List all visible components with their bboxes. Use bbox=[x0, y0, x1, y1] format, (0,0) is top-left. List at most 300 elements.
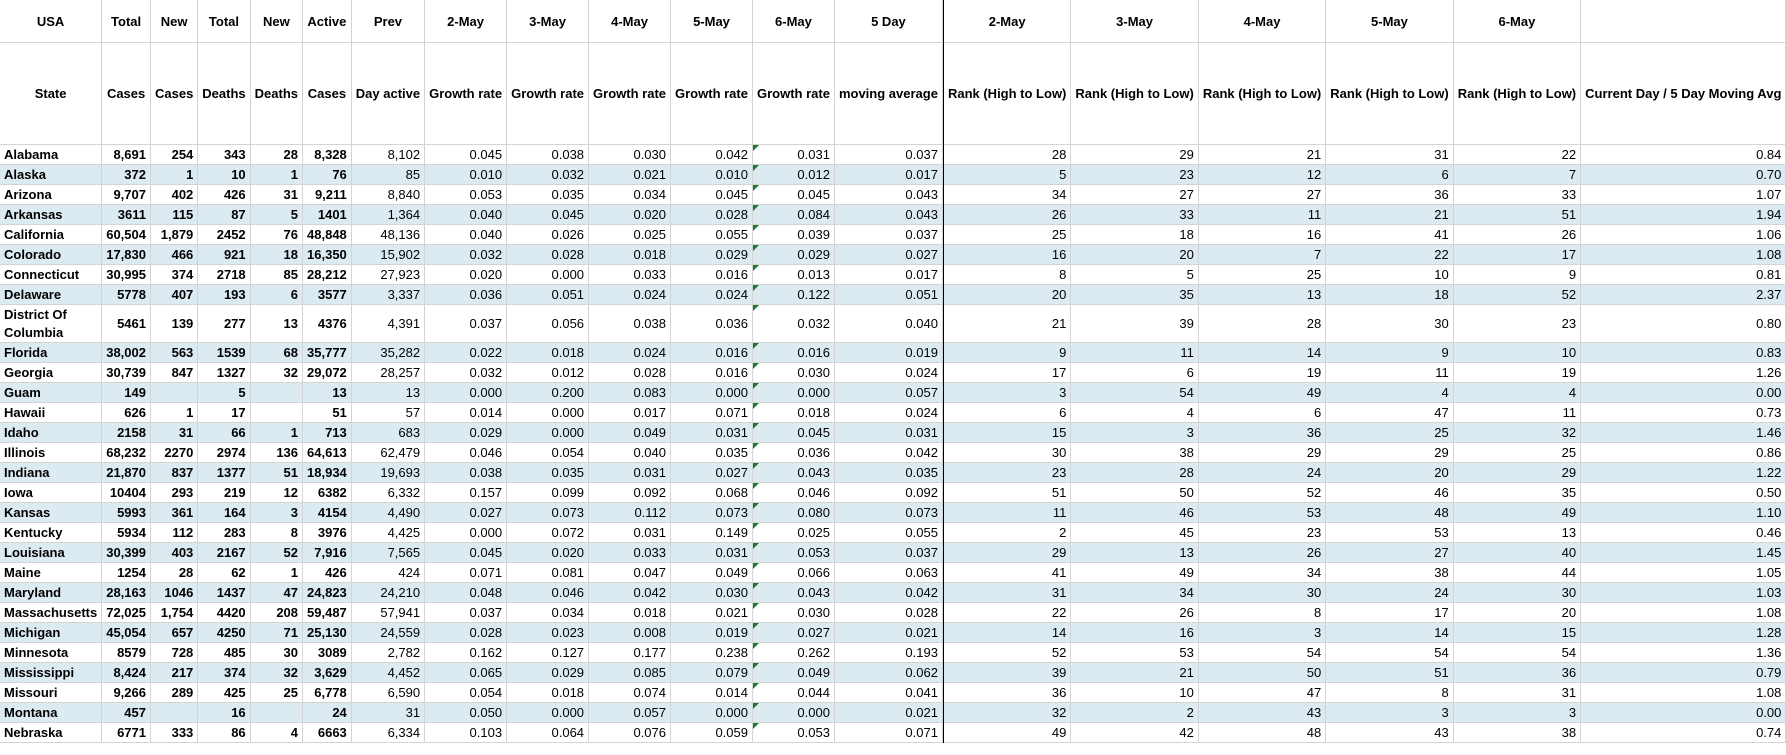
table-cell: 0.021 bbox=[589, 165, 671, 185]
table-cell: 0.00 bbox=[1581, 703, 1786, 723]
table-cell: 32 bbox=[943, 703, 1070, 723]
table-cell: 41 bbox=[943, 563, 1070, 583]
table-cell: 3 bbox=[1326, 703, 1453, 723]
table-cell: 7,565 bbox=[351, 543, 424, 563]
table-row bbox=[0, 623, 1786, 643]
table-cell: 1.03 bbox=[1581, 583, 1786, 603]
table-cell: 0.027 bbox=[752, 623, 834, 643]
table-cell: 29,072 bbox=[303, 363, 352, 383]
table-cell: 27 bbox=[1071, 185, 1198, 205]
table-row bbox=[0, 245, 1786, 265]
state-name-cell: Alaska bbox=[0, 165, 102, 185]
table-cell: 0.057 bbox=[589, 703, 671, 723]
table-cell: 0.000 bbox=[752, 383, 834, 403]
table-cell: 0.024 bbox=[671, 285, 753, 305]
state-name-cell: Montana bbox=[0, 703, 102, 723]
table-cell: 0.024 bbox=[834, 403, 942, 423]
table-cell: 8 bbox=[1326, 683, 1453, 703]
table-cell: 12 bbox=[250, 483, 302, 503]
table-cell: 8579 bbox=[102, 643, 151, 663]
table-cell: 10 bbox=[1326, 265, 1453, 285]
table-cell: 47 bbox=[250, 583, 302, 603]
table-cell: 25 bbox=[1198, 265, 1325, 285]
table-cell: 0.080 bbox=[752, 503, 834, 523]
table-cell: 0.081 bbox=[507, 563, 589, 583]
table-cell: 68 bbox=[250, 343, 302, 363]
table-row bbox=[0, 523, 1786, 543]
table-cell: 6,590 bbox=[351, 683, 424, 703]
table-cell: 52 bbox=[1198, 483, 1325, 503]
table-cell: 1377 bbox=[198, 463, 250, 483]
table-cell: 24 bbox=[303, 703, 352, 723]
table-cell: 0.028 bbox=[671, 205, 753, 225]
table-cell: 4 bbox=[250, 723, 302, 743]
column-header: Day active bbox=[351, 43, 424, 145]
column-header: Rank (High to Low) bbox=[1198, 43, 1325, 145]
table-cell: 3976 bbox=[303, 523, 352, 543]
table-cell: 0.024 bbox=[589, 343, 671, 363]
table-cell: 39 bbox=[1071, 305, 1198, 343]
column-header: Total bbox=[198, 0, 250, 43]
table-cell: 38 bbox=[1453, 723, 1580, 743]
table-cell: 0.053 bbox=[425, 185, 507, 205]
table-cell: 35 bbox=[1071, 285, 1198, 305]
table-cell: 0.010 bbox=[671, 165, 753, 185]
table-cell: 0.038 bbox=[589, 305, 671, 343]
state-name-cell: Maryland bbox=[0, 583, 102, 603]
table-cell: 35,282 bbox=[351, 343, 424, 363]
table-cell: 16 bbox=[943, 245, 1070, 265]
table-cell: 31 bbox=[351, 703, 424, 723]
table-cell: 16 bbox=[198, 703, 250, 723]
table-cell: 0.016 bbox=[671, 363, 753, 383]
table-cell: 51 bbox=[303, 403, 352, 423]
table-cell: 4 bbox=[1326, 383, 1453, 403]
table-cell: 0.000 bbox=[507, 265, 589, 285]
table-cell: 0.037 bbox=[834, 225, 942, 245]
table-cell: 1539 bbox=[198, 343, 250, 363]
column-header: Rank (High to Low) bbox=[1071, 43, 1198, 145]
table-cell: 0.044 bbox=[752, 683, 834, 703]
table-cell: 0.035 bbox=[507, 463, 589, 483]
state-name-cell: Florida bbox=[0, 343, 102, 363]
table-cell: 2974 bbox=[198, 443, 250, 463]
table-cell: 0.037 bbox=[834, 543, 942, 563]
table-cell: 85 bbox=[351, 165, 424, 185]
table-cell: 0.016 bbox=[671, 343, 753, 363]
state-name-cell: Iowa bbox=[0, 483, 102, 503]
state-name-cell: Nebraska bbox=[0, 723, 102, 743]
table-cell: 0.032 bbox=[425, 363, 507, 383]
table-cell: 26 bbox=[943, 205, 1070, 225]
table-cell: 0.010 bbox=[425, 165, 507, 185]
table-cell: 4,425 bbox=[351, 523, 424, 543]
table-cell: 31 bbox=[943, 583, 1070, 603]
table-cell: 11 bbox=[1071, 343, 1198, 363]
table-cell: 23 bbox=[943, 463, 1070, 483]
table-cell: 1 bbox=[250, 165, 302, 185]
table-cell: 0.042 bbox=[671, 145, 753, 165]
table-cell: 9 bbox=[1326, 343, 1453, 363]
table-cell: 13 bbox=[250, 305, 302, 343]
table-cell: 24,823 bbox=[303, 583, 352, 603]
table-cell: 0.038 bbox=[507, 145, 589, 165]
table-cell: 6663 bbox=[303, 723, 352, 743]
table-cell: 30,739 bbox=[102, 363, 151, 383]
table-cell: 0.025 bbox=[589, 225, 671, 245]
table-cell: 43 bbox=[1198, 703, 1325, 723]
table-cell: 0.084 bbox=[752, 205, 834, 225]
table-cell: 21 bbox=[1071, 663, 1198, 683]
table-cell: 32 bbox=[250, 363, 302, 383]
table-cell: 4 bbox=[1071, 403, 1198, 423]
state-name-cell: Kansas bbox=[0, 503, 102, 523]
column-header: 4-May bbox=[1198, 0, 1325, 43]
table-cell: 0.076 bbox=[589, 723, 671, 743]
table-cell: 11 bbox=[1453, 403, 1580, 423]
table-cell: 13 bbox=[1071, 543, 1198, 563]
table-cell: 22 bbox=[1453, 145, 1580, 165]
column-header: Total bbox=[102, 0, 151, 43]
table-cell: 0.049 bbox=[589, 423, 671, 443]
table-cell: 42 bbox=[1071, 723, 1198, 743]
table-cell: 10 bbox=[1453, 343, 1580, 363]
table-cell: 33 bbox=[1453, 185, 1580, 205]
column-header: Growth rate bbox=[589, 43, 671, 145]
table-cell: 0.046 bbox=[752, 483, 834, 503]
table-cell: 48,848 bbox=[303, 225, 352, 245]
table-cell: 333 bbox=[150, 723, 197, 743]
table-cell: 49 bbox=[1453, 503, 1580, 523]
table-cell: 0.86 bbox=[1581, 443, 1786, 463]
table-cell: 7,916 bbox=[303, 543, 352, 563]
table-cell: 0.030 bbox=[752, 363, 834, 383]
table-cell: 0.055 bbox=[834, 523, 942, 543]
table-cell: 0.047 bbox=[589, 563, 671, 583]
table-row bbox=[0, 265, 1786, 285]
table-cell: 30 bbox=[943, 443, 1070, 463]
table-cell: 14 bbox=[1326, 623, 1453, 643]
table-cell: 28 bbox=[1198, 305, 1325, 343]
table-cell: 0.018 bbox=[752, 403, 834, 423]
column-header: Growth rate bbox=[425, 43, 507, 145]
table-cell: 30,995 bbox=[102, 265, 151, 285]
table-cell: 0.053 bbox=[752, 543, 834, 563]
table-row bbox=[0, 543, 1786, 563]
table-cell: 29 bbox=[1198, 443, 1325, 463]
header-row-labels bbox=[0, 43, 1786, 145]
state-name-cell: Illinois bbox=[0, 443, 102, 463]
table-row bbox=[0, 225, 1786, 245]
table-cell: 0.000 bbox=[425, 523, 507, 543]
table-cell: 23 bbox=[1453, 305, 1580, 343]
table-cell: 0.028 bbox=[507, 245, 589, 265]
table-cell: 66 bbox=[198, 423, 250, 443]
state-name-cell: Delaware bbox=[0, 285, 102, 305]
table-cell: 2.37 bbox=[1581, 285, 1786, 305]
table-row bbox=[0, 383, 1786, 403]
table-cell: 277 bbox=[198, 305, 250, 343]
table-cell: 0.017 bbox=[589, 403, 671, 423]
table-cell: 11 bbox=[1198, 205, 1325, 225]
table-cell: 1.22 bbox=[1581, 463, 1786, 483]
table-cell: 3 bbox=[1071, 423, 1198, 443]
table-cell: 1.10 bbox=[1581, 503, 1786, 523]
table-cell: 5461 bbox=[102, 305, 151, 343]
table-cell: 21,870 bbox=[102, 463, 151, 483]
table-cell: 14 bbox=[943, 623, 1070, 643]
table-cell: 0.042 bbox=[589, 583, 671, 603]
column-header: New bbox=[250, 0, 302, 43]
table-cell: 0.031 bbox=[752, 145, 834, 165]
table-cell: 33 bbox=[1071, 205, 1198, 225]
table-cell: 15 bbox=[1453, 623, 1580, 643]
table-cell: 0.024 bbox=[834, 363, 942, 383]
table-cell: 0.008 bbox=[589, 623, 671, 643]
table-cell: 0.036 bbox=[425, 285, 507, 305]
state-name-cell: Kentucky bbox=[0, 523, 102, 543]
table-cell: 0.000 bbox=[425, 383, 507, 403]
table-cell: 29 bbox=[943, 543, 1070, 563]
table-cell: 22 bbox=[943, 603, 1070, 623]
table-cell: 5778 bbox=[102, 285, 151, 305]
table-cell: 18 bbox=[250, 245, 302, 265]
table-cell: 10 bbox=[198, 165, 250, 185]
table-cell: 50 bbox=[1071, 483, 1198, 503]
table-cell: 49 bbox=[1071, 563, 1198, 583]
table-cell: 53 bbox=[1198, 503, 1325, 523]
state-name-cell: Massachusetts bbox=[0, 603, 102, 623]
table-cell: 13 bbox=[1198, 285, 1325, 305]
table-cell: 425 bbox=[198, 683, 250, 703]
table-cell: 30 bbox=[1198, 583, 1325, 603]
table-cell: 0.127 bbox=[507, 643, 589, 663]
table-cell: 32 bbox=[250, 663, 302, 683]
table-row bbox=[0, 723, 1786, 743]
table-cell: 289 bbox=[150, 683, 197, 703]
table-cell: 0.177 bbox=[589, 643, 671, 663]
state-name-cell: Arkansas bbox=[0, 205, 102, 225]
table-cell: 0.035 bbox=[507, 185, 589, 205]
table-cell: 24,210 bbox=[351, 583, 424, 603]
table-cell: 0.099 bbox=[507, 483, 589, 503]
table-cell: 0.046 bbox=[507, 583, 589, 603]
table-cell: 8 bbox=[1198, 603, 1325, 623]
table-cell: 115 bbox=[150, 205, 197, 225]
table-cell: 18 bbox=[1326, 285, 1453, 305]
column-header: Current Day / 5 Day Moving Avg bbox=[1581, 43, 1786, 145]
table-cell: 0.024 bbox=[589, 285, 671, 305]
table-cell: 0.162 bbox=[425, 643, 507, 663]
table-cell: 0.063 bbox=[834, 563, 942, 583]
table-cell: 6 bbox=[250, 285, 302, 305]
table-cell: 49 bbox=[943, 723, 1070, 743]
table-cell: 17 bbox=[198, 403, 250, 423]
table-cell: 0.029 bbox=[752, 245, 834, 265]
table-cell: 0.045 bbox=[752, 185, 834, 205]
table-cell: 0.031 bbox=[671, 543, 753, 563]
table-cell: 28,212 bbox=[303, 265, 352, 285]
table-cell: 26 bbox=[1198, 543, 1325, 563]
table-cell: 1,364 bbox=[351, 205, 424, 225]
table-cell: 0.027 bbox=[425, 503, 507, 523]
table-cell: 1 bbox=[250, 423, 302, 443]
table-cell: 0.042 bbox=[834, 583, 942, 603]
table-cell: 0.020 bbox=[589, 205, 671, 225]
table-cell: 1437 bbox=[198, 583, 250, 603]
table-cell: 0.059 bbox=[671, 723, 753, 743]
state-name-cell: Minnesota bbox=[0, 643, 102, 663]
table-cell: 46 bbox=[1326, 483, 1453, 503]
table-cell: 0.021 bbox=[834, 703, 942, 723]
table-cell: 0.053 bbox=[752, 723, 834, 743]
table-cell: 0.238 bbox=[671, 643, 753, 663]
table-cell: 193 bbox=[198, 285, 250, 305]
table-cell: 217 bbox=[150, 663, 197, 683]
table-cell: 8 bbox=[250, 523, 302, 543]
table-cell: 4 bbox=[1453, 383, 1580, 403]
table-cell: 0.000 bbox=[507, 423, 589, 443]
table-cell: 30 bbox=[1453, 583, 1580, 603]
state-name-cell: Indiana bbox=[0, 463, 102, 483]
table-cell: 17 bbox=[1326, 603, 1453, 623]
table-cell: 0.033 bbox=[589, 265, 671, 285]
table-row bbox=[0, 603, 1786, 623]
table-cell: 0.73 bbox=[1581, 403, 1786, 423]
table-cell: 60,504 bbox=[102, 225, 151, 245]
column-header: 5-May bbox=[1326, 0, 1453, 43]
table-cell: 6 bbox=[1198, 403, 1325, 423]
table-cell: 40 bbox=[1453, 543, 1580, 563]
table-row bbox=[0, 343, 1786, 363]
table-row bbox=[0, 643, 1786, 663]
table-cell: 7 bbox=[1198, 245, 1325, 265]
table-cell: 2 bbox=[943, 523, 1070, 543]
table-cell: 21 bbox=[1198, 145, 1325, 165]
table-cell: 0.019 bbox=[671, 623, 753, 643]
table-cell: 54 bbox=[1198, 643, 1325, 663]
table-cell: 4,452 bbox=[351, 663, 424, 683]
table-cell: 0.036 bbox=[671, 305, 753, 343]
table-cell: 45,054 bbox=[102, 623, 151, 643]
table-cell: 563 bbox=[150, 343, 197, 363]
table-cell: 0.041 bbox=[834, 683, 942, 703]
table-cell: 19 bbox=[1453, 363, 1580, 383]
column-header: 4-May bbox=[589, 0, 671, 43]
table-cell: 847 bbox=[150, 363, 197, 383]
table-cell: 0.040 bbox=[834, 305, 942, 343]
table-cell: 4420 bbox=[198, 603, 250, 623]
table-cell: 0.074 bbox=[589, 683, 671, 703]
table-cell: 0.029 bbox=[425, 423, 507, 443]
table-cell: 6 bbox=[1326, 165, 1453, 185]
table-cell: 0.79 bbox=[1581, 663, 1786, 683]
table-cell: 283 bbox=[198, 523, 250, 543]
table-cell: 0.81 bbox=[1581, 265, 1786, 285]
column-header bbox=[1581, 0, 1786, 43]
table-cell: 3089 bbox=[303, 643, 352, 663]
table-cell: 64,613 bbox=[303, 443, 352, 463]
table-cell: 46 bbox=[1071, 503, 1198, 523]
table-cell: 0.040 bbox=[425, 205, 507, 225]
table-cell: 10404 bbox=[102, 483, 151, 503]
state-name-cell: Missouri bbox=[0, 683, 102, 703]
table-cell: 25 bbox=[1453, 443, 1580, 463]
state-name-cell: Maine bbox=[0, 563, 102, 583]
table-cell: 6 bbox=[1071, 363, 1198, 383]
table-cell: 36 bbox=[1453, 663, 1580, 683]
table-cell: 9 bbox=[1453, 265, 1580, 285]
column-header: Rank (High to Low) bbox=[943, 43, 1070, 145]
table-cell: 24 bbox=[1326, 583, 1453, 603]
table-cell: 0.045 bbox=[425, 145, 507, 165]
table-cell: 13 bbox=[351, 383, 424, 403]
table-cell: 53 bbox=[1326, 523, 1453, 543]
table-cell: 53 bbox=[1071, 643, 1198, 663]
table-cell: 0.092 bbox=[589, 483, 671, 503]
table-cell: 0.079 bbox=[671, 663, 753, 683]
table-cell: 0.066 bbox=[752, 563, 834, 583]
table-cell: 49 bbox=[1198, 383, 1325, 403]
table-cell: 15,902 bbox=[351, 245, 424, 265]
table-cell: 62,479 bbox=[351, 443, 424, 463]
table-cell: 17 bbox=[943, 363, 1070, 383]
table-cell: 24,559 bbox=[351, 623, 424, 643]
table-cell: 31 bbox=[1453, 683, 1580, 703]
table-cell: 403 bbox=[150, 543, 197, 563]
table-cell: 71 bbox=[250, 623, 302, 643]
table-cell: 424 bbox=[351, 563, 424, 583]
table-cell: 372 bbox=[102, 165, 151, 185]
table-cell: 0.032 bbox=[752, 305, 834, 343]
table-cell: 0.020 bbox=[425, 265, 507, 285]
table-cell: 0.073 bbox=[507, 503, 589, 523]
table-cell: 54 bbox=[1326, 643, 1453, 663]
table-cell: 3611 bbox=[102, 205, 151, 225]
table-cell: 1 bbox=[250, 563, 302, 583]
column-header: 3-May bbox=[1071, 0, 1198, 43]
table-row bbox=[0, 145, 1786, 165]
table-cell: 34 bbox=[1071, 583, 1198, 603]
table-cell: 17,830 bbox=[102, 245, 151, 265]
state-name-cell: Colorado bbox=[0, 245, 102, 265]
table-cell: 21 bbox=[943, 305, 1070, 343]
table-cell: 28 bbox=[250, 145, 302, 165]
table-cell: 25 bbox=[943, 225, 1070, 245]
table-cell: 0.054 bbox=[507, 443, 589, 463]
table-cell: 1.36 bbox=[1581, 643, 1786, 663]
table-cell: 0.031 bbox=[671, 423, 753, 443]
table-cell: 1254 bbox=[102, 563, 151, 583]
table-cell: 0.057 bbox=[834, 383, 942, 403]
state-name-cell: Guam bbox=[0, 383, 102, 403]
table-cell: 45 bbox=[1071, 523, 1198, 543]
table-cell: 1 bbox=[150, 165, 197, 185]
table-cell: 3,337 bbox=[351, 285, 424, 305]
table-cell: 0.000 bbox=[507, 703, 589, 723]
table-cell: 0.071 bbox=[834, 723, 942, 743]
column-header: State bbox=[0, 43, 102, 145]
table-cell: 51 bbox=[943, 483, 1070, 503]
table-cell: 23 bbox=[1071, 165, 1198, 185]
table-row bbox=[0, 703, 1786, 723]
table-cell: 72,025 bbox=[102, 603, 151, 623]
table-cell: 149 bbox=[102, 383, 151, 403]
table-cell: 0.262 bbox=[752, 643, 834, 663]
table-cell: 1 bbox=[150, 403, 197, 423]
table-cell: 0.051 bbox=[834, 285, 942, 305]
table-cell: 4,490 bbox=[351, 503, 424, 523]
